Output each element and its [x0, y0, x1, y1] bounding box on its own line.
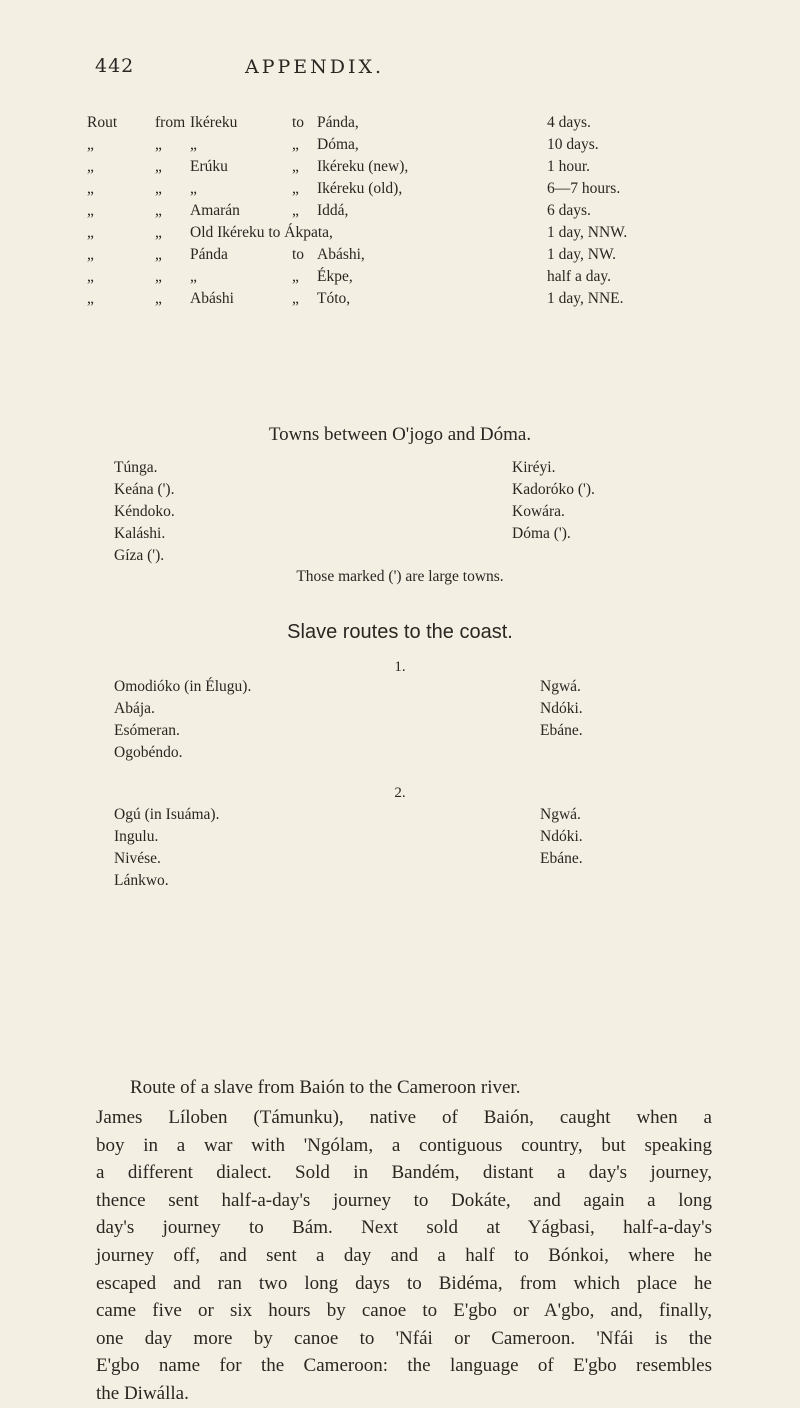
- route-row: [87, 158, 727, 180]
- town-name: Dóma (').: [512, 525, 571, 542]
- route-lead: „: [87, 158, 94, 175]
- town-name: Kéndoko.: [114, 503, 175, 520]
- place-name: Nivése.: [114, 850, 161, 867]
- town-name: Kowára.: [512, 503, 565, 520]
- route-origin: Ikéreku: [190, 114, 238, 131]
- route-to: „: [292, 158, 299, 175]
- place-name: Ogobéndo.: [114, 744, 183, 761]
- route-duration: half a day.: [547, 268, 611, 285]
- route-group-number: 1.: [394, 659, 406, 675]
- route-duration: 1 day, NNE.: [547, 290, 624, 307]
- slave-routes-heading: Slave routes to the coast.: [287, 621, 513, 643]
- route-row: [87, 268, 727, 290]
- route-lead: „: [87, 180, 94, 197]
- paragraph-line: E'gbo name for the Cameroon: the language of E'gbo resembles: [96, 1355, 712, 1377]
- page-header: [0, 55, 800, 85]
- town-name: Túnga.: [114, 459, 158, 476]
- route-row: [87, 224, 727, 246]
- paragraph-title: Route of a slave from Baión to the Cameroon river.: [130, 1077, 521, 1098]
- route-group-number: 2.: [394, 785, 406, 801]
- town-name: Keána (').: [114, 481, 175, 498]
- route-duration: 1 day, NW.: [547, 246, 617, 263]
- route-group-1-right: [540, 676, 583, 742]
- route-group-2-right: [540, 804, 583, 870]
- route-from: „: [155, 202, 162, 219]
- paragraph-line: journey off, and sent a day and a half to Bónkoi, where he: [96, 1244, 712, 1266]
- route-destination: Iddá,: [317, 202, 349, 219]
- route-origin: Old Ikéreku to Ákpata,: [190, 224, 333, 241]
- route-row: [87, 136, 727, 158]
- route-origin: „: [190, 180, 197, 197]
- paragraph-line: came five or six hours by canoe to E'gbo or A'gbo, and, finally,: [96, 1300, 712, 1322]
- route-duration: 1 day, NNW.: [547, 224, 628, 241]
- town-name: Gíza (').: [114, 547, 165, 564]
- place-name: Omodióko (in Élugu).: [114, 678, 252, 695]
- route-lead: „: [87, 290, 94, 307]
- paragraph-line: one day more by canoe to 'Nfái or Cameroon. 'Nfái is the: [96, 1327, 712, 1349]
- route-lead: „: [87, 136, 94, 153]
- route-group-2-left: [114, 804, 219, 892]
- towns-heading: Towns between O'jogo and Dóma.: [268, 424, 532, 445]
- place-name: Ngwá.: [540, 806, 581, 823]
- route-to: „: [292, 290, 299, 307]
- route-origin: Erúku: [190, 158, 228, 175]
- route-lead: „: [87, 246, 94, 263]
- place-name: Lánkwo.: [114, 872, 169, 889]
- route-from: „: [155, 224, 162, 241]
- route-duration: 6—7 hours.: [547, 180, 621, 197]
- place-name: Ebáne.: [540, 722, 583, 739]
- paragraph-line: escaped and ran two long days to Bidéma, from which place he: [96, 1272, 712, 1294]
- place-name: Esómeran.: [114, 722, 180, 739]
- route-duration: 6 days.: [547, 202, 591, 219]
- paragraph-line: James Líloben (Támunku), native of Baión, caught when a: [96, 1107, 712, 1128]
- route-row: [87, 290, 727, 312]
- route-lead: Rout: [87, 114, 118, 131]
- paragraph-line: a different dialect. Sold in Bandém, distant a day's journey,: [96, 1162, 712, 1184]
- route-to: to: [292, 246, 305, 263]
- paragraph-line: thence sent half-a-day's journey to Dokáte, and again a long: [96, 1189, 712, 1211]
- route-from: „: [155, 246, 162, 263]
- route-row: [87, 202, 727, 224]
- paragraph-line: day's journey to Bám. Next sold at Yágbasi, half-a-day's: [96, 1217, 712, 1239]
- route-from: „: [155, 158, 162, 175]
- towns-right-column: [512, 457, 595, 545]
- town-name: Kiréyi.: [512, 459, 556, 476]
- route-to: to: [292, 114, 305, 131]
- place-name: Ndóki.: [540, 700, 583, 717]
- towns-note: Those marked (') are large towns.: [296, 568, 504, 585]
- route-lead: „: [87, 268, 94, 285]
- place-name: Ndóki.: [540, 828, 583, 845]
- page-number: 442: [95, 55, 135, 77]
- town-name: Kadoróko (').: [512, 481, 595, 498]
- place-name: Ebáne.: [540, 850, 583, 867]
- route-to: „: [292, 202, 299, 219]
- route-from: „: [155, 136, 162, 153]
- route-origin: „: [190, 268, 197, 285]
- route-destination: Pánda,: [317, 114, 359, 131]
- running-head: APPENDIX.: [245, 56, 385, 78]
- route-duration: 1 hour.: [547, 158, 591, 175]
- paragraph-line: the Diwálla.: [96, 1382, 189, 1404]
- route-row: [87, 114, 727, 136]
- route-row: [87, 246, 727, 268]
- route-duration: 10 days.: [547, 136, 599, 153]
- route-origin: Pánda: [190, 246, 228, 263]
- route-to: „: [292, 136, 299, 153]
- route-row: [87, 180, 727, 202]
- route-to: „: [292, 180, 299, 197]
- route-from: from: [155, 114, 186, 131]
- town-name: Kaláshi.: [114, 525, 166, 542]
- route-destination: Dóma,: [317, 136, 359, 153]
- route-from: „: [155, 268, 162, 285]
- paragraph-line: boy in a war with 'Ngólam, a contiguous country, but speaking: [96, 1134, 712, 1156]
- place-name: Ngwá.: [540, 678, 581, 695]
- place-name: Ogú (in Isuáma).: [114, 806, 220, 823]
- route-lead: „: [87, 202, 94, 219]
- route-from: „: [155, 290, 162, 307]
- route-destination: Tóto,: [317, 290, 351, 307]
- route-destination: Ékpe,: [317, 268, 353, 285]
- route-from: „: [155, 180, 162, 197]
- place-name: Abája.: [114, 700, 155, 717]
- towns-left-column: [114, 457, 175, 567]
- route-to: „: [292, 268, 299, 285]
- route-destination: Ikéreku (new),: [317, 158, 409, 175]
- route-duration: 4 days.: [547, 114, 591, 131]
- route-origin: Amarán: [190, 202, 240, 219]
- body-paragraph: [96, 1104, 712, 1408]
- route-origin: „: [190, 136, 197, 153]
- route-group-1-left: [114, 676, 251, 764]
- route-destination: Abáshi,: [317, 246, 365, 263]
- place-name: Ingulu.: [114, 828, 159, 845]
- route-origin: Abáshi: [190, 290, 234, 307]
- route-lead: „: [87, 224, 94, 241]
- route-destination: Ikéreku (old),: [317, 180, 403, 197]
